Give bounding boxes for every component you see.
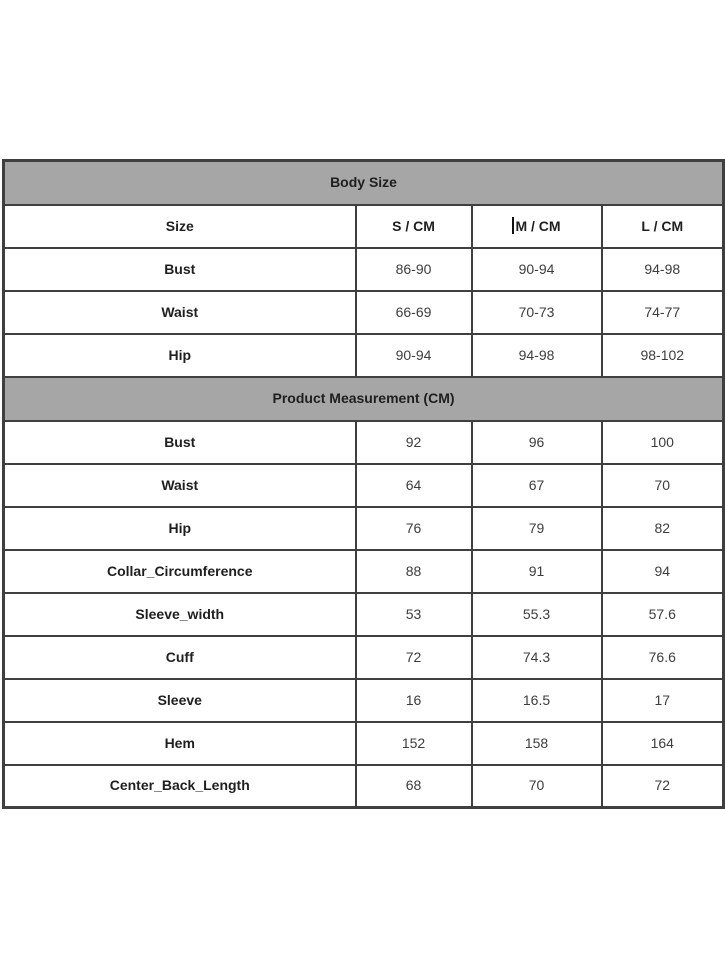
value-cell: 152 xyxy=(356,722,472,765)
row-label: Waist xyxy=(4,291,356,334)
value-cell: 70 xyxy=(472,765,602,808)
value-cell: 76.6 xyxy=(602,636,724,679)
table-row-sleeve xyxy=(4,679,724,722)
value-cell: 68 xyxy=(356,765,472,808)
value-cell: 164 xyxy=(602,722,724,765)
value-cell: 16.5 xyxy=(472,679,602,722)
table-row-hem xyxy=(4,722,724,765)
row-label: Sleeve xyxy=(4,679,356,722)
value-cell: 86-90 xyxy=(356,248,472,291)
value-cell: 100 xyxy=(602,421,724,464)
column-header-l: L / CM xyxy=(602,205,724,248)
product-measurement-section-header: Product Measurement (CM) xyxy=(4,377,724,421)
table-row-sleeve-width xyxy=(4,593,724,636)
row-label: Hip xyxy=(4,507,356,550)
row-label: Hem xyxy=(4,722,356,765)
value-cell: 66-69 xyxy=(356,291,472,334)
value-cell: 53 xyxy=(356,593,472,636)
value-cell: 17 xyxy=(602,679,724,722)
row-label: Waist xyxy=(4,464,356,507)
row-label: Collar_Circumference xyxy=(4,550,356,593)
table-row-hip-product xyxy=(4,507,724,550)
value-cell: 74-77 xyxy=(602,291,724,334)
value-cell: 91 xyxy=(472,550,602,593)
value-cell: 72 xyxy=(602,765,724,808)
table-row-collar-circumference xyxy=(4,550,724,593)
table-row xyxy=(4,161,724,205)
value-cell: 76 xyxy=(356,507,472,550)
row-label: Sleeve_width xyxy=(4,593,356,636)
table-row xyxy=(4,205,724,248)
value-cell: 94-98 xyxy=(472,334,602,377)
value-cell: 64 xyxy=(356,464,472,507)
value-cell: 158 xyxy=(472,722,602,765)
size-chart-container xyxy=(2,159,722,809)
value-cell: 92 xyxy=(356,421,472,464)
row-label: Center_Back_Length xyxy=(4,765,356,808)
table-row xyxy=(4,377,724,421)
size-chart-table xyxy=(2,159,725,809)
value-cell: 96 xyxy=(472,421,602,464)
value-cell: 57.6 xyxy=(602,593,724,636)
value-cell: 94-98 xyxy=(602,248,724,291)
value-cell: 70-73 xyxy=(472,291,602,334)
value-cell: 90-94 xyxy=(356,334,472,377)
value-cell: 72 xyxy=(356,636,472,679)
table-row-center-back-length xyxy=(4,765,724,808)
table-row-cuff xyxy=(4,636,724,679)
value-cell: 98-102 xyxy=(602,334,724,377)
value-cell: 88 xyxy=(356,550,472,593)
body-size-section-header: Body Size xyxy=(4,161,724,205)
size-column-label: Size xyxy=(4,205,356,248)
value-cell: 90-94 xyxy=(472,248,602,291)
value-cell: 79 xyxy=(472,507,602,550)
value-cell: 70 xyxy=(602,464,724,507)
value-cell: 67 xyxy=(472,464,602,507)
value-cell: 82 xyxy=(602,507,724,550)
table-row-waist-product xyxy=(4,464,724,507)
column-header-s: S / CM xyxy=(356,205,472,248)
row-label: Bust xyxy=(4,248,356,291)
column-header-m-label: M / CM xyxy=(515,218,561,235)
table-row-bust-product xyxy=(4,421,724,464)
row-label: Cuff xyxy=(4,636,356,679)
column-header-m xyxy=(472,205,602,248)
value-cell: 94 xyxy=(602,550,724,593)
value-cell: 74.3 xyxy=(472,636,602,679)
row-label: Hip xyxy=(4,334,356,377)
value-cell: 55.3 xyxy=(472,593,602,636)
table-row-bust-body xyxy=(4,248,724,291)
table-row-hip-body xyxy=(4,334,724,377)
row-label: Bust xyxy=(4,421,356,464)
value-cell: 16 xyxy=(356,679,472,722)
table-row-waist-body xyxy=(4,291,724,334)
